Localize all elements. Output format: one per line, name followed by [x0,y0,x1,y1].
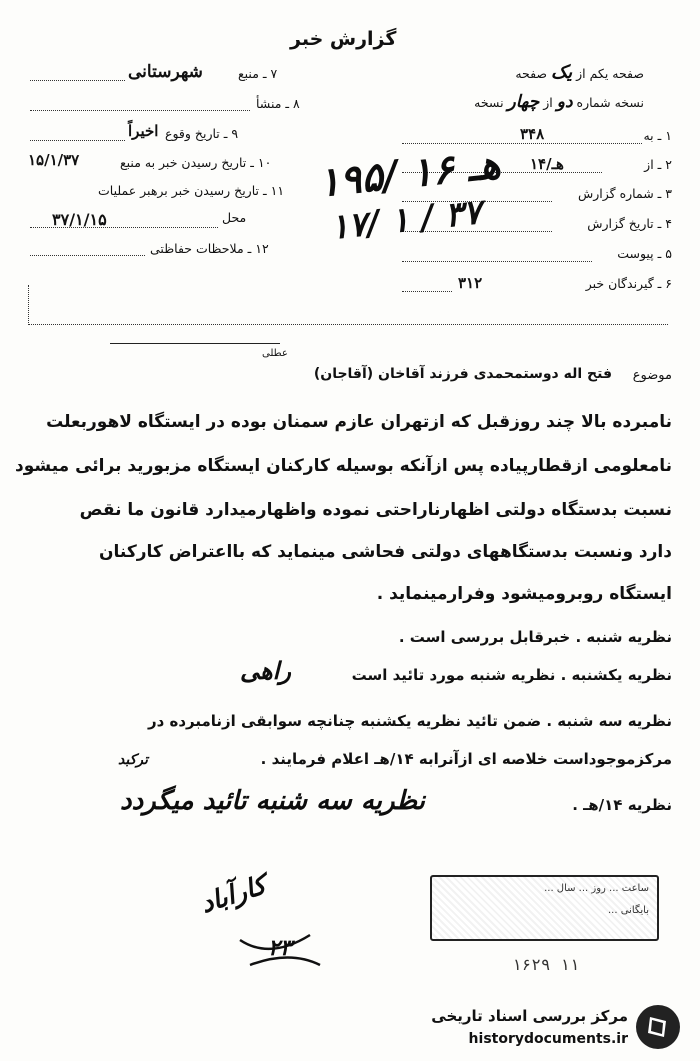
handwritten-ref-number: ۱۹۵/ ۱۶ هـ [316,140,503,207]
body-line-3: نسبت بدستگاه دولتی اظهارناراحتی نموده واظهارمیدارد قانون ما نقص [79,500,672,520]
handwritten-margin: ترکبد [118,752,148,768]
field-received-ops: ۱۱ ـ تاریخ رسیدن خبر برهبر عملیات [98,183,285,198]
column-border [28,285,29,325]
subject-line-mark [110,343,280,344]
stamp-row-2: بایگانی ... [607,905,649,916]
field-to-value: ۳۴۸ [520,125,545,143]
divider-dots [402,261,592,262]
divider-dots [402,143,642,144]
body-line-4: دارد ونسبت بدستگاههای دولتی فحاشی مینماید که بااعتراض کارکنان [99,542,672,562]
subject-text: فتح اله دوستمحمدی فرزند آقاخان (آقاجان) [313,366,612,382]
handwritten-note-2: نظریه سه شنبه تائید میگردد [120,786,425,816]
divider-dots [30,227,218,228]
field-from-value: ۱۴/هـ [530,155,564,173]
field-received-source-value: ۱۵/۱/۳۷ [28,151,80,169]
header-bottom-rule [28,324,668,325]
field-recipients: ۶ ـ گیرندگان خبر [585,276,672,291]
body-line-5: ایستگاه روبرومیشود وفرارمینماید . [376,584,672,604]
body-line-1: نامبرده بالا چند روزقبل که ازتهران عازم سمنان بوده در ایستگاه لاهوربعلت [46,412,672,432]
field-location: محل [222,210,247,225]
divider-dots [402,291,452,292]
field-to: ۱ ـ به [643,128,672,143]
handwritten-note-1: راهی [240,656,291,685]
note-sunday: نظریه یکشنبه . نظریه شنبه مورد تائید است [351,666,672,684]
field-event-date: ۹ ـ تاریخ وقوع [165,126,239,141]
divider-dots [30,140,125,141]
field-origin: ۸ ـ منشأ [256,96,300,111]
note-tuesday-1: نظریه سه شنبه . ضمن تائید نظریه یکشنبه چنانچه سوابقی ازنامبرده در [147,712,672,730]
archive-logo-icon [636,1005,680,1049]
field-attachment: ۵ ـ پیوست [617,246,672,261]
stamp-number: ۱۶۲۹ ۱۱ [512,955,580,974]
page-of-field: صفحه یکم از یک صفحه [515,62,644,83]
note-tuesday-2: مرکزموجوداست خلاصه ای ازآنرابه ۱۴/هـ اعلام فرمایند . [260,750,672,768]
divider-dots [30,80,125,81]
stamp-row-1: ساعت ... روز ... سال ... [544,883,649,894]
field-source: ۷ ـ منبع [238,66,278,81]
field-location-value: ۳۷/۱/۱۵ [52,210,107,229]
report-title: گزارش خبر [290,28,397,50]
note-saturday: نظریه شنبه . خبرقابل بررسی است . [398,628,672,646]
field-from: ۲ ـ از [644,157,672,172]
received-stamp [430,875,659,941]
signature-2: ۲۳ [268,935,292,961]
subject-label: موضوع [632,368,672,383]
handwritten-ref-date: ۱۷/ ۱ / ۳۷ [328,192,484,248]
field-report-date: ۴ ـ تاریخ گزارش [587,216,672,231]
field-security-notes: ۱۲ ـ ملاحظات حفاظتی [150,241,269,256]
watermark [418,1003,688,1055]
signature-1: کارآباد [197,870,270,920]
divider-dots [30,255,145,256]
field-source-value: شهرستانی [128,62,203,82]
copy-number-field: نسخه شماره دو از چهار نسخه [474,92,644,112]
field-recipients-value: ۳۱۲ [458,274,483,292]
body-line-2: نامعلومی ازقطارپیاده پس ازآنکه بوسیله کارکنان ایستگاه مزبورید برائی میشود [15,456,672,476]
field-event-date-value: اخیراً [128,122,159,140]
divider-dots [30,110,250,111]
field-received-source: ۱۰ ـ تاریخ رسیدن خبر به منبع [120,155,272,170]
note-14h: نظریه ۱۴/هـ . [572,796,672,814]
watermark-line-1: مرکز بررسی اسناد تاریخی [431,1007,628,1025]
watermark-line-2: historydocuments.ir [468,1031,628,1047]
field-report-number: ۳ ـ شماره گزارش [577,186,672,201]
subject-annotation: عطلی [262,348,288,359]
